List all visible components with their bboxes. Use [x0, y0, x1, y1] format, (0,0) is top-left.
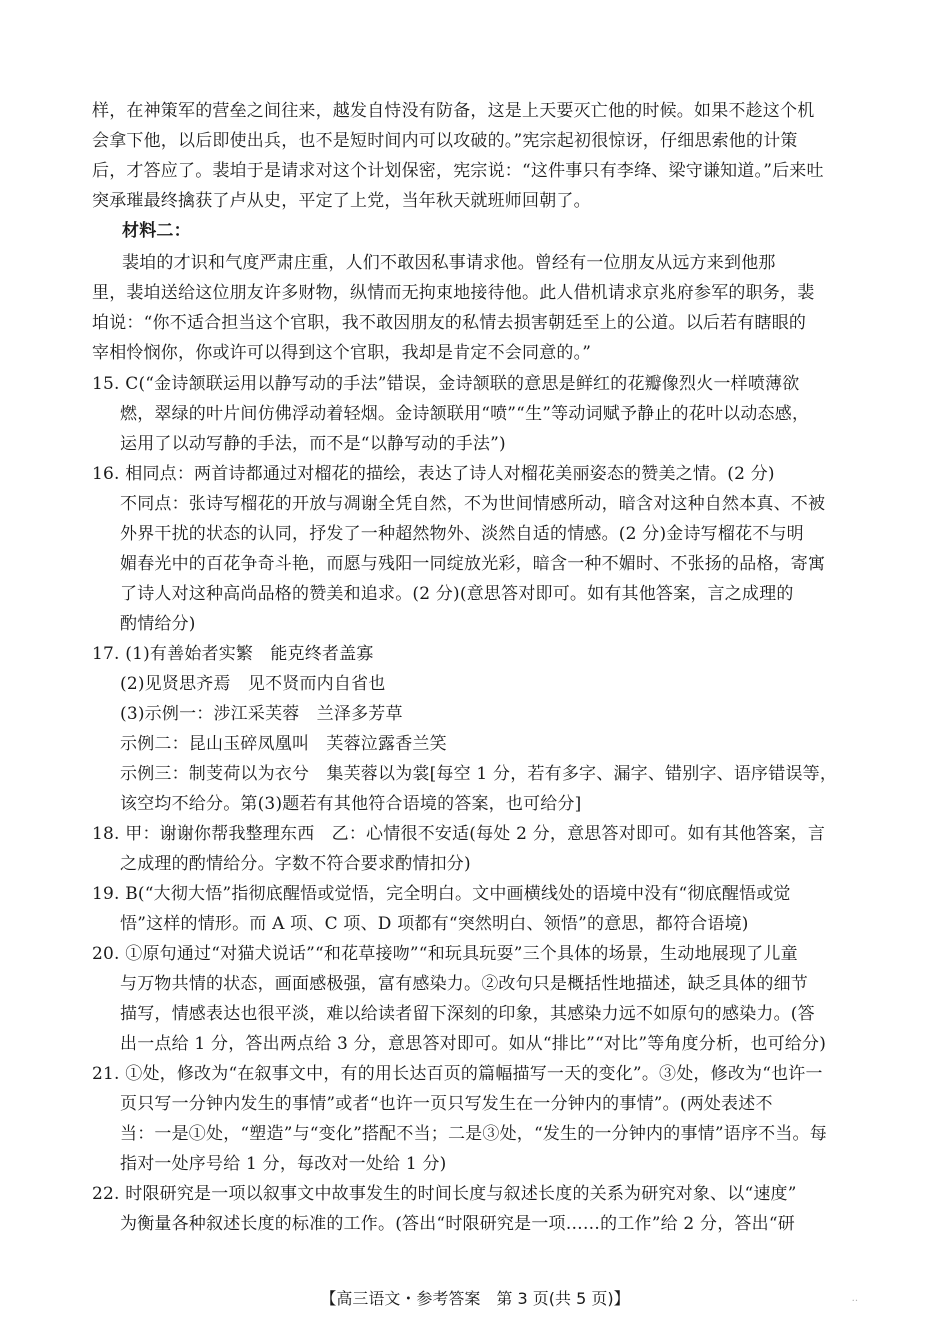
answer-22: [92, 1179, 864, 1239]
answer-line: 外界干扰的状态的认同，抒发了一种超然物外、淡然自适的情感。(2 分)金诗写榴花不与明: [120, 524, 804, 544]
answer-21: [92, 1059, 864, 1179]
answer-20: [92, 939, 864, 1059]
answer-line: 不同点：张诗写榴花的开放与凋谢全凭自然，不为世间情感所动，暗含对这种自然本真、不被: [120, 494, 826, 514]
answer-line: (2)见贤思齐焉 见不贤而内自省也: [120, 674, 386, 694]
text-line: 裴垍的才识和气度严肃庄重，人们不敢因私事请求他。曾经有一位朋友从远方来到他那: [122, 253, 776, 273]
answer-line: 16. 相同点：两首诗都通过对榴花的描绘，表达了诗人对榴花美丽姿态的赞美之情。(2 分): [92, 464, 775, 484]
answer-line: 19. B(“大彻大悟”指彻底醒悟或觉悟，完全明白。文中画横线处的语境中没有“彻底醒悟或觉: [92, 884, 791, 904]
answer-line: 页只写一分钟内发生的事情”或者“也许一页只写发生在一分钟内的事情”。(两处表述不: [120, 1094, 773, 1114]
answer-line: 与万物共情的状态，画面感极强，富有感染力。②改句只是概括性地描述，缺乏具体的细节: [120, 974, 808, 994]
answer-line: 15. C(“金诗颔联运用以静写动的手法”错误，金诗颔联的意思是鲜红的花瓣像烈火一样喷薄欲: [92, 374, 800, 394]
text-line: 样，在神策军的营垒之间往来，越发自恃没有防备，这是上天要灭亡他的时候。如果不趁这个机: [92, 101, 815, 121]
text-line: 会拿下他，以后即使出兵，也不是短时间内可以攻破的。”宪宗起初很惊讶，仔细思索他的计策: [92, 131, 798, 151]
answer-18: [92, 819, 864, 879]
text-line: 垍说：“你不适合担当这个官职，我不敢因朋友的私情去损害朝廷至上的公道。以后若有瞎眼的: [92, 313, 807, 333]
answer-line: 22. 时限研究是一项以叙事文中故事发生的时间长度与叙述长度的关系为研究对象、以“速度”: [92, 1184, 797, 1204]
answer-line: 示例三：制芰荷以为衣兮 集芙蓉以为裳[每空 1 分，若有多字、漏字、错别字、语序错误等，: [120, 764, 838, 784]
answer-line: 示例二：昆山玉碎凤凰叫 芙蓉泣露香兰笑: [120, 734, 447, 754]
answer-line: 悟”这样的情形。而 A 项、C 项、D 项都有“突然明白、领悟”的意思，都符合语境): [120, 914, 749, 934]
text-line: 里，裴垍送给这位朋友许多财物，纵情而无拘束地接待他。此人借机请求京兆府参军的职务，裴: [92, 283, 815, 303]
material2-heading: 材料二：: [122, 221, 191, 241]
material2-heading-block: [92, 216, 864, 246]
corner-mark: ..: [851, 1293, 858, 1304]
answer-line: 当：一是①处，“塑造”与“变化”搭配不当；二是③处，“发生的一分钟内的事情”语序不当。每: [120, 1124, 827, 1144]
answer-line: 17. (1)有善始者实繁 能克终者盖寡: [92, 644, 374, 664]
page-footer: 【高三语文・参考答案 第 3 页(共 5 页)】: [320, 1289, 630, 1308]
answer-line: (3)示例一：涉江采芙蓉 兰泽多芳草: [120, 704, 403, 724]
answer-line: 出一点给 1 分，答出两点给 3 分，意思答对即可。如从“排比”“对比”等角度分析，也可给分): [120, 1034, 827, 1054]
material1-continuation: [92, 96, 864, 216]
answer-line: 媚春光中的百花争奇斗艳，而愿与残阳一同绽放光彩，暗含一种不媚时、不张扬的品格，寄寓: [120, 554, 826, 574]
answer-line: 18. 甲：谢谢你帮我整理东西 乙：心情很不安适(每处 2 分，意思答对即可。如有其他答案，言: [92, 824, 826, 844]
answer-line: 酌情给分): [120, 614, 196, 634]
answer-line: 了诗人对这种高尚品格的赞美和追求。(2 分)(意思答对即可。如有其他答案，言之成理的: [120, 584, 794, 604]
answer-line: 之成理的酌情给分。字数不符合要求酌情扣分): [120, 854, 471, 874]
text-line: 突承璀最终擒获了卢从史，平定了上党，当年秋天就班师回朝了。: [92, 191, 591, 211]
answer-line: 燃，翠绿的叶片间仿佛浮动着轻烟。金诗颔联用“喷”“生”等动词赋予静止的花叶以动态感，: [120, 404, 810, 424]
answer-line: 描写，情感表达也很平淡，难以给读者留下深刻的印象，其感染力远不如原句的感染力。(答: [120, 1004, 815, 1024]
answer-line: 运用了以动写静的手法，而不是“以静写动的手法”): [120, 434, 506, 454]
answer-line: 21. ①处，修改为“在叙事文中，有的用长达百页的篇幅描写一天的变化”。③处，修改为“也许一: [92, 1064, 823, 1084]
answer-17: [92, 639, 864, 819]
text-line: 宰相怜悯你，你或许可以得到这个官职，我却是肯定不会同意的。”: [92, 343, 592, 363]
answer-line: 为衡量各种叙述长度的标准的工作。(答出“时限研究是一项……的工作”给 2 分，答出“研: [120, 1214, 795, 1234]
answer-line: 该空均不给分。第(3)题若有其他符合语境的答案，也可给分]: [120, 794, 582, 814]
answer-line: 指对一处序号给 1 分，每改对一处给 1 分): [120, 1154, 447, 1174]
text-line: 后，才答应了。裴垍于是请求对这个计划保密，宪宗说：“这件事只有李绛、梁守谦知道。”后来吐: [92, 161, 824, 181]
answer-15: [92, 369, 864, 459]
material2-body: [92, 248, 864, 368]
answer-16: [92, 459, 864, 639]
answer-19: [92, 879, 864, 939]
answer-list: [92, 369, 864, 1239]
answer-line: 20. ①原句通过“对猫犬说话”“和花草接吻”“和玩具玩耍”三个具体的场景，生动地展现了儿童: [92, 944, 798, 964]
